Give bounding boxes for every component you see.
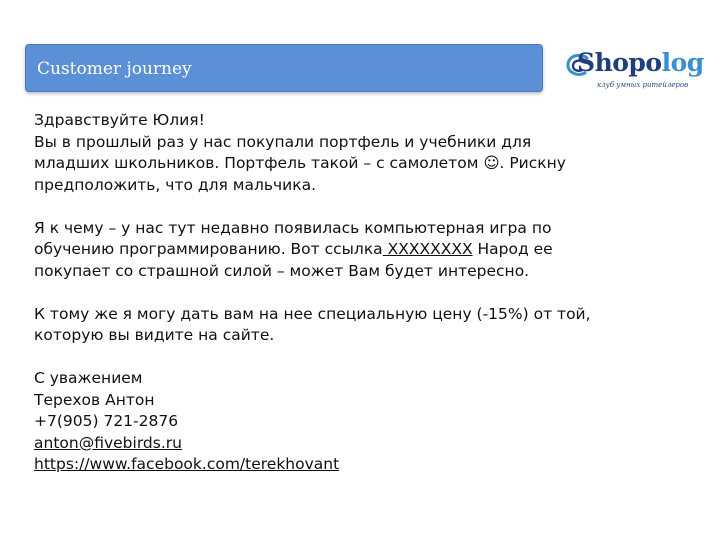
logo-wordmark-log: log xyxy=(661,48,704,77)
paragraph-1: Вы в прошлый раз у нас покупали портфель и учебники для младших школьников. Портфель такой – с самолетом ☺. Рискну предположить, что для мальчика. xyxy=(34,132,566,194)
letter-body xyxy=(34,110,634,476)
header-title: Customer journey xyxy=(37,59,192,79)
product-link[interactable]: XXXXXXXX xyxy=(382,240,473,258)
sender-phone: +7(905) 721-2876 xyxy=(34,412,179,430)
logo-wordmark xyxy=(565,48,704,77)
header-bar xyxy=(25,44,543,92)
sender-name: Терехов Антон xyxy=(34,390,155,409)
facebook-link[interactable]: https://www.facebook.com/terekhovant xyxy=(34,455,340,473)
paragraph-2-text-start: Я к чему – у нас тут недавно появилась компьютерная игра по обучению программированию. Вот ссылка xyxy=(34,218,552,258)
paragraph-3: К тому же я могу дать вам на нее специальную цену (-15%) от той, которую вы видите на сайте. xyxy=(34,304,591,344)
paragraph-2 xyxy=(34,218,589,283)
signature xyxy=(34,368,634,476)
greeting: Здравствуйте Юлия! xyxy=(34,111,205,129)
sign-off: С уважением xyxy=(34,369,143,387)
logo-tagline: клуб умных ритейлеров xyxy=(597,81,689,89)
spacer xyxy=(34,196,634,218)
email-link[interactable]: anton@fivebirds.ru xyxy=(34,433,182,452)
logo-wordmark-s: S xyxy=(577,48,595,77)
paragraph-2-text-end: Народ ее покупает со страшной силой – может Вам будет интересно. xyxy=(34,240,553,280)
logo-wordmark-hopo: hopo xyxy=(594,48,662,77)
shopolog-logo xyxy=(565,48,704,98)
spacer xyxy=(34,347,634,369)
spacer xyxy=(34,282,634,304)
